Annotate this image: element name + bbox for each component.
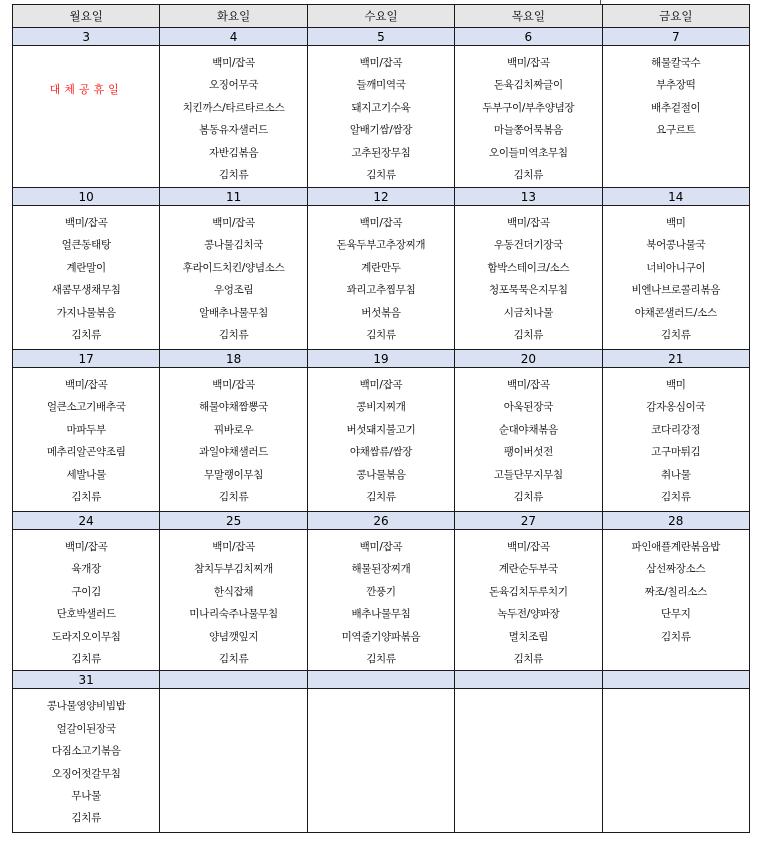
menu-item: 버섯돼지불고기 <box>346 423 416 436</box>
menu-list <box>308 689 454 695</box>
menu-item: 멸치조림 <box>508 630 549 643</box>
menu-item: 새콤무생채무침 <box>51 284 121 297</box>
menu-item: 시금치나물 <box>503 306 553 319</box>
date-cell[interactable]: 3 <box>13 28 160 46</box>
menu-item: 얼갈이된장국 <box>56 722 116 735</box>
menu-list <box>160 206 306 346</box>
menu-cell[interactable] <box>160 368 307 512</box>
menu-item: 알배추나물무침 <box>199 306 269 319</box>
date-cell[interactable]: 18 <box>160 350 307 368</box>
menu-item: 백미/잡곡 <box>359 217 403 229</box>
menu-item: 돈육두부고추장찌개 <box>336 239 426 252</box>
menu-item: 김치류 <box>513 652 544 665</box>
menu-item: 북어콩나물국 <box>646 239 706 252</box>
menu-cell[interactable] <box>160 206 307 350</box>
date-cell[interactable] <box>455 671 602 689</box>
date-cell[interactable]: 14 <box>602 188 749 206</box>
menu-cell[interactable] <box>307 368 454 512</box>
menu-item: 돼지고기수육 <box>351 101 411 114</box>
date-cell[interactable]: 31 <box>13 671 160 689</box>
menu-item: 요구르트 <box>656 124 696 137</box>
menu-item: 백미/잡곡 <box>212 541 255 553</box>
menu-item: 백미/잡곡 <box>64 217 108 229</box>
menu-item: 다짐소고기볶음 <box>51 745 121 758</box>
menu-item: 김치류 <box>71 812 101 825</box>
date-cell[interactable]: 24 <box>13 512 160 530</box>
date-cell[interactable]: 17 <box>13 350 160 368</box>
date-cell[interactable] <box>602 671 749 689</box>
date-cell[interactable] <box>307 671 454 689</box>
menu-item: 한식잡채 <box>213 585 254 598</box>
menu-item: 짜조/칠리소스 <box>644 585 707 598</box>
menu-item: 김치류 <box>218 490 249 503</box>
menu-item: 취나물 <box>661 468 691 481</box>
menu-item: 백미/잡곡 <box>212 57 255 69</box>
header-thursday[interactable]: 목요일 <box>455 5 602 28</box>
menu-cell[interactable] <box>13 368 160 512</box>
menu-item: 계란만두 <box>361 261 401 274</box>
date-row <box>13 512 750 530</box>
menu-item: 콩나물볶음 <box>356 468 406 481</box>
menu-item: 꽈리고추찜무침 <box>346 284 416 297</box>
menu-item: 파인애플계란볶음밥 <box>631 541 721 553</box>
menu-item: 깐풍기 <box>366 585 396 598</box>
date-cell[interactable]: 5 <box>307 28 454 46</box>
date-cell[interactable]: 7 <box>602 28 749 46</box>
menu-item: 야채콘샐러드/소스 <box>634 306 717 319</box>
menu-item: 비엔나브로콜리볶음 <box>631 284 721 297</box>
menu-cell[interactable] <box>307 206 454 350</box>
menu-item: 우동건더기장국 <box>493 239 563 252</box>
menu-item: 팽이버섯전 <box>503 446 553 459</box>
menu-item: 치킨까스/타르타르소스 <box>182 101 285 114</box>
menu-item: 백미/잡곡 <box>64 379 108 391</box>
menu-cell[interactable] <box>455 46 602 188</box>
menu-item: 계란말이 <box>66 261 106 274</box>
menu-cell[interactable] <box>602 689 749 833</box>
menu-item: 김치류 <box>71 490 101 503</box>
menu-cell[interactable] <box>602 206 749 350</box>
menu-item: 콩나물김치국 <box>204 239 264 252</box>
menu-cell[interactable] <box>602 368 749 512</box>
menu-item: 오징어무국 <box>208 79 259 92</box>
date-row <box>13 28 750 46</box>
menu-item: 김치류 <box>218 652 249 665</box>
menu-list <box>603 46 749 142</box>
menu-row <box>13 368 750 512</box>
menu-list <box>308 530 454 670</box>
menu-item: 단무지 <box>661 608 691 621</box>
menu-cell[interactable] <box>307 530 454 671</box>
menu-item: 녹두전/양파장 <box>497 608 560 621</box>
menu-item: 메추리알곤약조림 <box>46 446 126 459</box>
menu-item: 알배기쌈/쌈장 <box>349 124 413 137</box>
menu-list <box>160 368 306 508</box>
menu-item: 돈육김치두루치기 <box>488 585 568 598</box>
menu-item: 무나물 <box>71 789 101 802</box>
menu-item: 함박스테이크/소스 <box>487 261 570 274</box>
menu-cell[interactable] <box>13 46 160 188</box>
menu-row <box>13 689 750 833</box>
menu-item: 구이김 <box>71 585 101 598</box>
menu-list <box>13 97 159 103</box>
menu-cell[interactable] <box>13 530 160 671</box>
menu-item: 계란순두부국 <box>498 563 558 576</box>
menu-item: 가지나물볶음 <box>56 306 116 319</box>
menu-item: 우엉조림 <box>213 284 254 297</box>
date-cell[interactable]: 19 <box>307 350 454 368</box>
menu-item: 자반김볶음 <box>208 146 259 159</box>
menu-list <box>455 689 601 695</box>
menu-item: 해물칼국수 <box>651 57 701 69</box>
date-cell[interactable]: 21 <box>602 350 749 368</box>
holiday-label: 대체공휴일 <box>49 83 123 96</box>
menu-list <box>308 368 454 508</box>
menu-item: 오이들미역초무침 <box>488 146 568 159</box>
menu-item: 백미/잡곡 <box>507 57 550 69</box>
menu-item: 감자옹심이국 <box>646 401 706 414</box>
menu-item: 김치류 <box>366 490 396 503</box>
date-cell[interactable] <box>160 671 307 689</box>
menu-item: 백미/잡곡 <box>507 379 550 391</box>
menu-item: 김치류 <box>661 630 691 643</box>
menu-item: 백미 <box>665 379 686 391</box>
menu-item: 세발나물 <box>66 468 106 481</box>
menu-item: 백미/잡곡 <box>359 541 403 553</box>
menu-cell[interactable] <box>455 689 602 833</box>
header-monday[interactable]: 월요일 <box>13 5 160 28</box>
menu-item: 김치류 <box>513 168 544 181</box>
menu-item: 김치류 <box>513 490 544 503</box>
menu-item: 백미/잡곡 <box>359 379 403 391</box>
date-cell[interactable]: 26 <box>307 512 454 530</box>
menu-item: 마늘쫑어묵볶음 <box>493 124 563 137</box>
menu-list <box>308 206 454 346</box>
menu-table <box>12 4 750 833</box>
menu-item: 백미/잡곡 <box>212 379 255 391</box>
menu-item: 김치류 <box>366 652 396 665</box>
lunch-menu-calendar <box>12 4 750 847</box>
menu-cell[interactable] <box>160 46 307 188</box>
menu-item: 콩비지찌개 <box>356 401 406 414</box>
menu-item: 고추된장무침 <box>351 146 411 159</box>
menu-item: 김치류 <box>366 328 396 341</box>
menu-item: 돈육김치짜글이 <box>493 79 563 92</box>
header-friday[interactable]: 금요일 <box>602 5 749 28</box>
menu-item: 참치두부김치찌개 <box>194 563 273 576</box>
menu-item: 김치류 <box>661 328 691 341</box>
menu-list <box>13 689 159 829</box>
date-row <box>13 671 750 689</box>
menu-list <box>455 368 601 508</box>
menu-cell[interactable] <box>602 46 749 188</box>
menu-list <box>160 46 306 186</box>
menu-cell[interactable] <box>455 368 602 512</box>
date-cell[interactable]: 27 <box>455 512 602 530</box>
menu-list <box>455 46 601 186</box>
menu-item: 콩나물영양비빔밥 <box>46 700 126 713</box>
menu-list <box>603 206 749 346</box>
menu-item: 아욱된장국 <box>503 401 553 414</box>
menu-item: 김치류 <box>513 328 544 341</box>
menu-item: 육개장 <box>71 563 101 576</box>
menu-row <box>13 206 750 350</box>
menu-row <box>13 46 750 188</box>
date-cell[interactable]: 4 <box>160 28 307 46</box>
menu-item: 미역줄기양파볶음 <box>341 630 421 643</box>
menu-item: 봄동유자샐러드 <box>199 124 269 137</box>
menu-item: 얼큰동태탕 <box>61 239 111 252</box>
weekday-header-row <box>13 5 750 28</box>
menu-list <box>13 530 159 670</box>
menu-item: 김치류 <box>661 490 691 503</box>
menu-list <box>13 368 159 508</box>
date-cell[interactable]: 6 <box>455 28 602 46</box>
menu-list <box>160 530 306 670</box>
menu-cell[interactable] <box>13 206 160 350</box>
menu-item: 김치류 <box>71 328 101 341</box>
menu-list <box>160 689 306 695</box>
menu-item: 마파두부 <box>66 423 106 436</box>
date-cell[interactable]: 28 <box>602 512 749 530</box>
menu-item: 두부구이/부추양념장 <box>482 101 575 114</box>
menu-item: 도라지오이무침 <box>51 630 121 643</box>
menu-item: 무말랭이무침 <box>204 468 264 481</box>
menu-item: 김치류 <box>218 168 249 181</box>
date-cell[interactable]: 13 <box>455 188 602 206</box>
date-row <box>13 188 750 206</box>
menu-cell[interactable] <box>307 689 454 833</box>
menu-list <box>308 46 454 186</box>
menu-item: 김치류 <box>218 328 249 341</box>
menu-cell[interactable] <box>160 689 307 833</box>
header-tuesday[interactable]: 화요일 <box>160 5 307 28</box>
menu-cell[interactable] <box>602 530 749 671</box>
menu-item: 김치류 <box>71 652 101 665</box>
menu-list <box>455 206 601 346</box>
menu-cell[interactable] <box>13 689 160 833</box>
menu-item: 야채쌈류/쌈장 <box>349 446 413 459</box>
menu-item: 고들단무지무침 <box>493 468 563 481</box>
menu-item: 꿔바로우 <box>213 423 254 436</box>
menu-cell[interactable] <box>455 530 602 671</box>
menu-item: 버섯볶음 <box>361 306 401 319</box>
menu-item: 배추나물무침 <box>351 608 411 621</box>
menu-item: 순대야채볶음 <box>498 423 558 436</box>
menu-list <box>603 530 749 648</box>
date-row <box>13 350 750 368</box>
menu-list <box>455 530 601 670</box>
menu-item: 후라이드치킨/양념소스 <box>182 261 285 274</box>
date-cell[interactable]: 12 <box>307 188 454 206</box>
menu-cell[interactable] <box>160 530 307 671</box>
menu-item: 과일야채샐러드 <box>199 446 269 459</box>
menu-item: 들깨미역국 <box>356 79 406 92</box>
menu-item: 해물된장찌개 <box>351 563 411 576</box>
menu-item: 양념깻잎지 <box>208 630 259 643</box>
menu-cell[interactable] <box>455 206 602 350</box>
menu-cell[interactable] <box>307 46 454 188</box>
menu-item: 너비아니구이 <box>646 261 706 274</box>
menu-list <box>603 689 749 695</box>
menu-item: 백미 <box>665 217 686 229</box>
header-wednesday[interactable]: 수요일 <box>307 5 454 28</box>
menu-item: 백미/잡곡 <box>359 57 403 69</box>
menu-item: 배추겉절이 <box>651 101 701 114</box>
menu-list <box>603 368 749 508</box>
menu-item: 백미/잡곡 <box>64 541 108 553</box>
menu-item: 단호박샐러드 <box>56 608 116 621</box>
menu-item: 코다리강정 <box>651 423 701 436</box>
menu-item: 부추장떡 <box>656 79 696 92</box>
menu-item: 김치류 <box>366 168 396 181</box>
menu-item: 삼선짜장소스 <box>646 563 706 576</box>
date-cell[interactable]: 10 <box>13 188 160 206</box>
menu-item: 백미/잡곡 <box>507 541 550 553</box>
date-cell[interactable]: 25 <box>160 512 307 530</box>
menu-item: 미나리숙주나물무침 <box>189 608 278 621</box>
menu-item: 백미/잡곡 <box>212 217 255 229</box>
date-cell[interactable]: 20 <box>455 350 602 368</box>
menu-item: 오징어젓갈무침 <box>51 767 121 780</box>
menu-item: 해물야채짬뽕국 <box>199 401 269 414</box>
menu-list <box>13 206 159 346</box>
menu-item: 청포묵묵은지무침 <box>488 284 568 297</box>
menu-row <box>13 530 750 671</box>
menu-item: 얼큰소고기배추국 <box>46 401 126 414</box>
menu-item: 백미/잡곡 <box>507 217 550 229</box>
date-cell[interactable]: 11 <box>160 188 307 206</box>
menu-item: 고구마튀김 <box>651 446 701 459</box>
